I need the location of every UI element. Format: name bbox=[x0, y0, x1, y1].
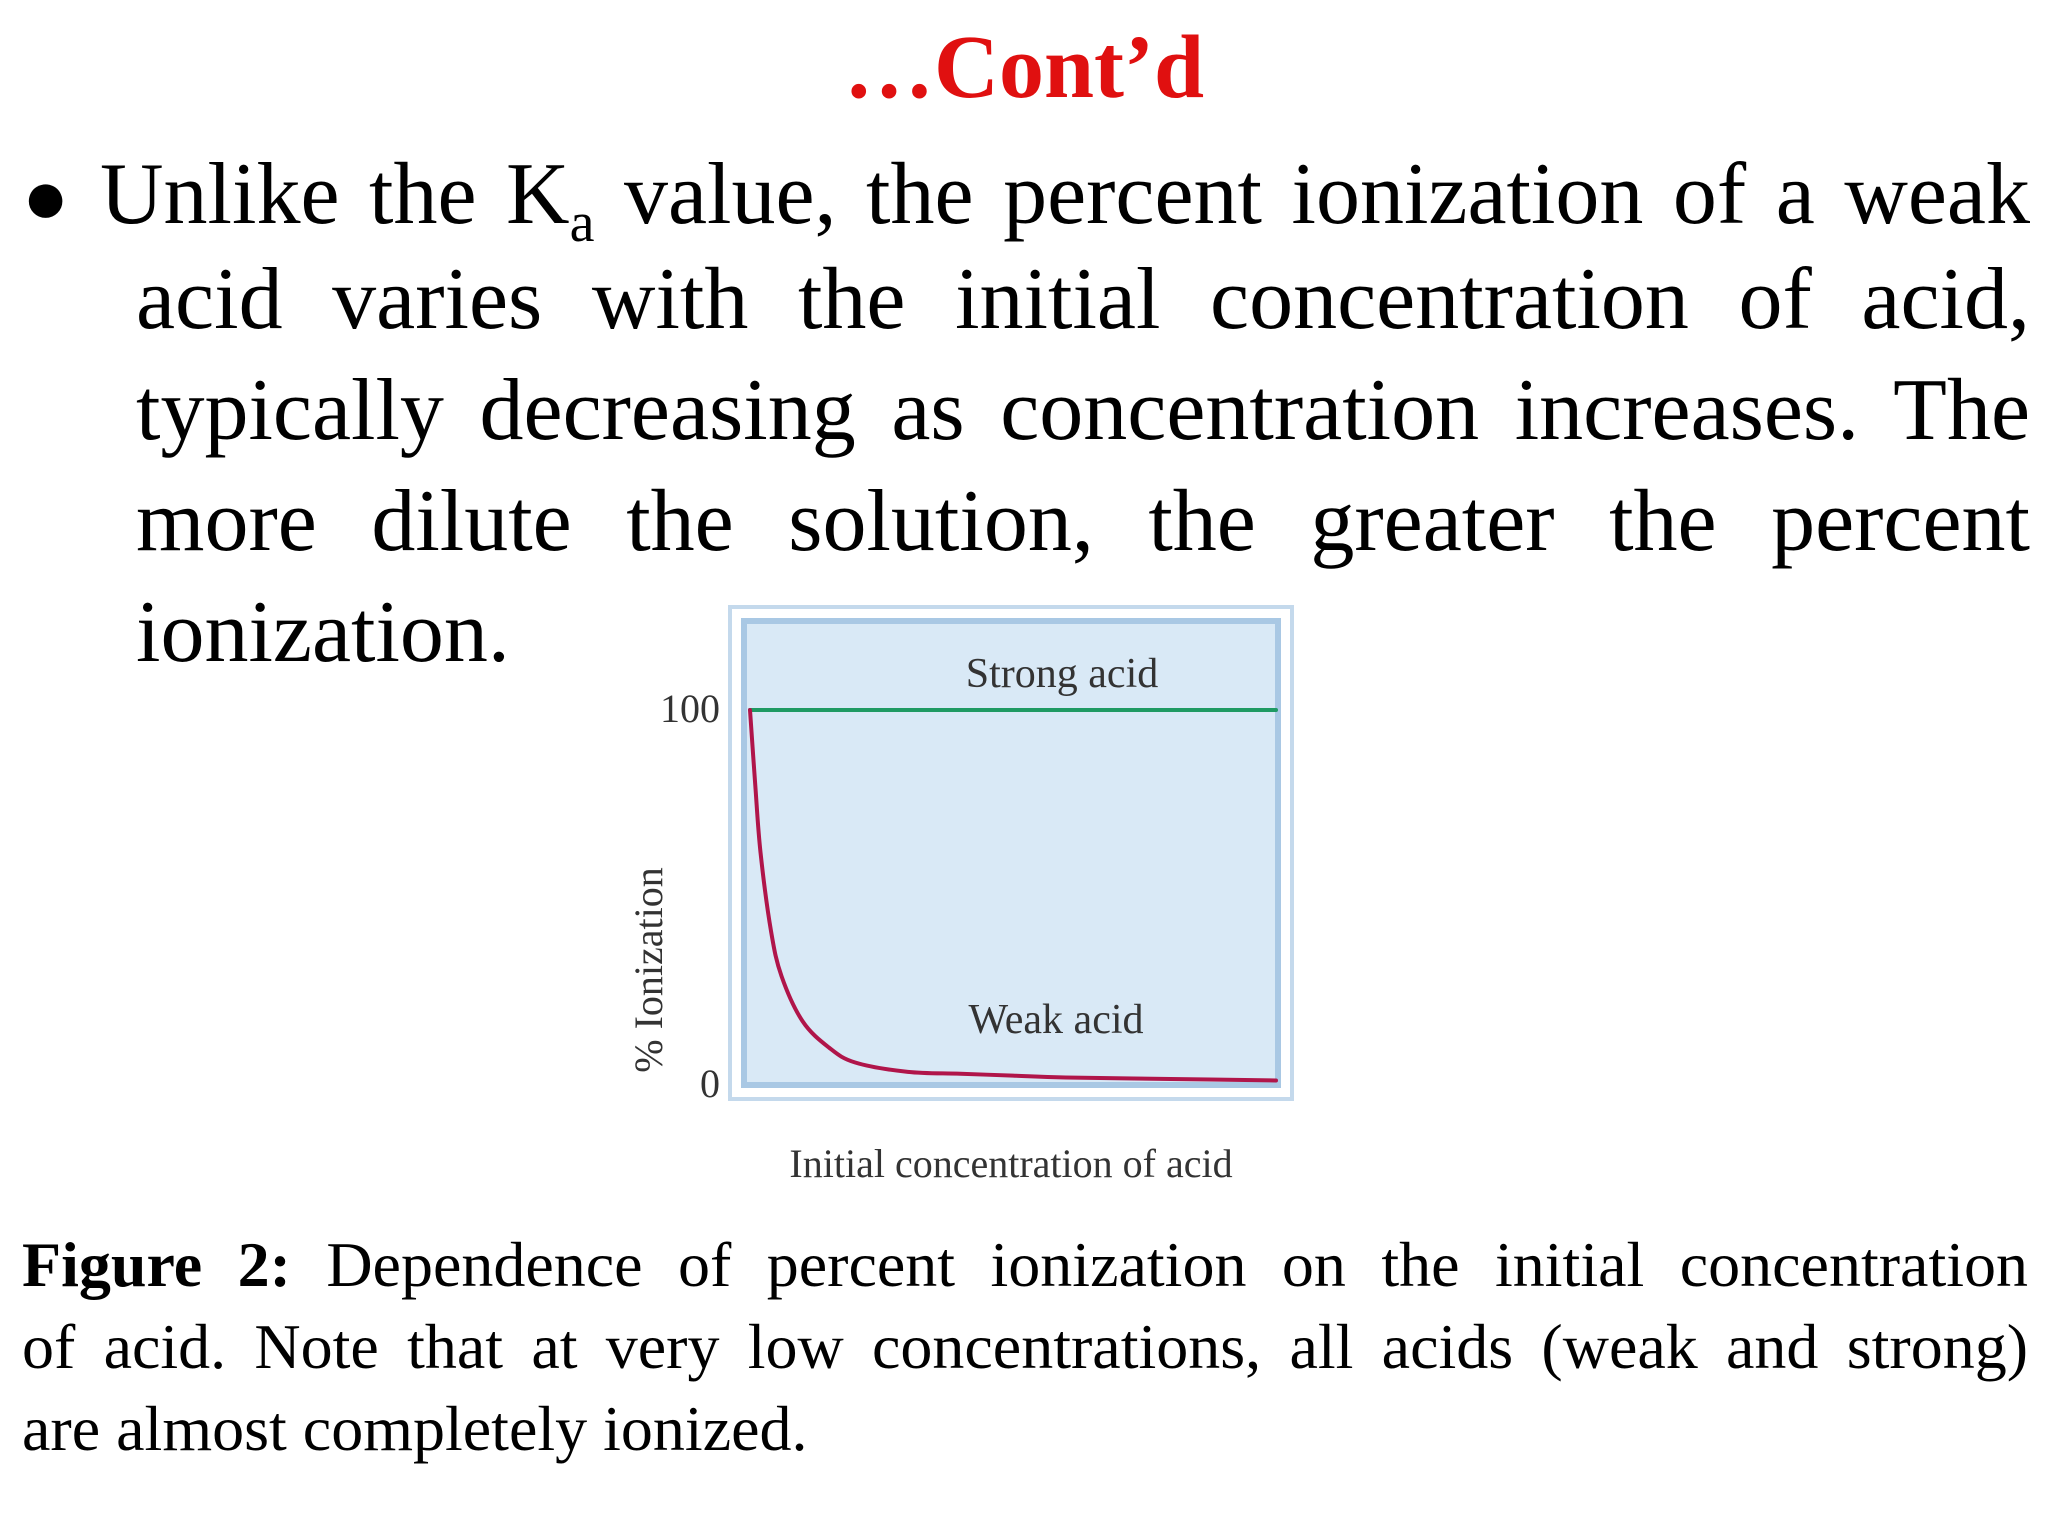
figure-caption-text: Dependence of percent ionization on the initial concentration bbox=[290, 1229, 2029, 1300]
y-tick-0: 0 bbox=[700, 1061, 720, 1106]
strong-acid-label: Strong acid bbox=[965, 651, 1159, 697]
bullet-line-4: more dilute the solution, the greater the percent bbox=[136, 473, 2030, 570]
bullet-line-1 bbox=[100, 140, 2030, 254]
bullet-line-1-start: Unlike the K bbox=[100, 146, 570, 243]
weak-acid-label: Weak acid bbox=[968, 997, 1144, 1043]
y-axis-label: % Ionization bbox=[626, 867, 671, 1073]
slide-title: …Cont’d bbox=[843, 18, 1205, 117]
figure-caption-line-3: are almost completely ionized. bbox=[22, 1393, 808, 1464]
x-axis-label: Initial concentration of acid bbox=[789, 1141, 1233, 1186]
bullet-line-2: acid varies with the initial concentration of acid, bbox=[136, 251, 2030, 348]
figure-caption-label: Figure 2: bbox=[22, 1229, 291, 1300]
figure-caption-line-2: of acid. Note that at very low concentrations, all acids (weak and strong) bbox=[22, 1311, 2028, 1382]
bullet-line-1-end: value, the percent ionization of a weak bbox=[594, 146, 2030, 243]
bullet-icon: ● bbox=[22, 153, 70, 240]
figure-caption-line-1 bbox=[22, 1224, 2028, 1306]
y-tick-100: 100 bbox=[660, 686, 720, 731]
ionization-chart bbox=[560, 585, 1320, 1195]
bullet-line-5: ionization. bbox=[136, 584, 510, 681]
ka-subscript: a bbox=[569, 192, 595, 254]
bullet-line-3: typically decreasing as concentration increases. The bbox=[136, 362, 2030, 459]
chart-svg bbox=[560, 585, 1320, 1195]
